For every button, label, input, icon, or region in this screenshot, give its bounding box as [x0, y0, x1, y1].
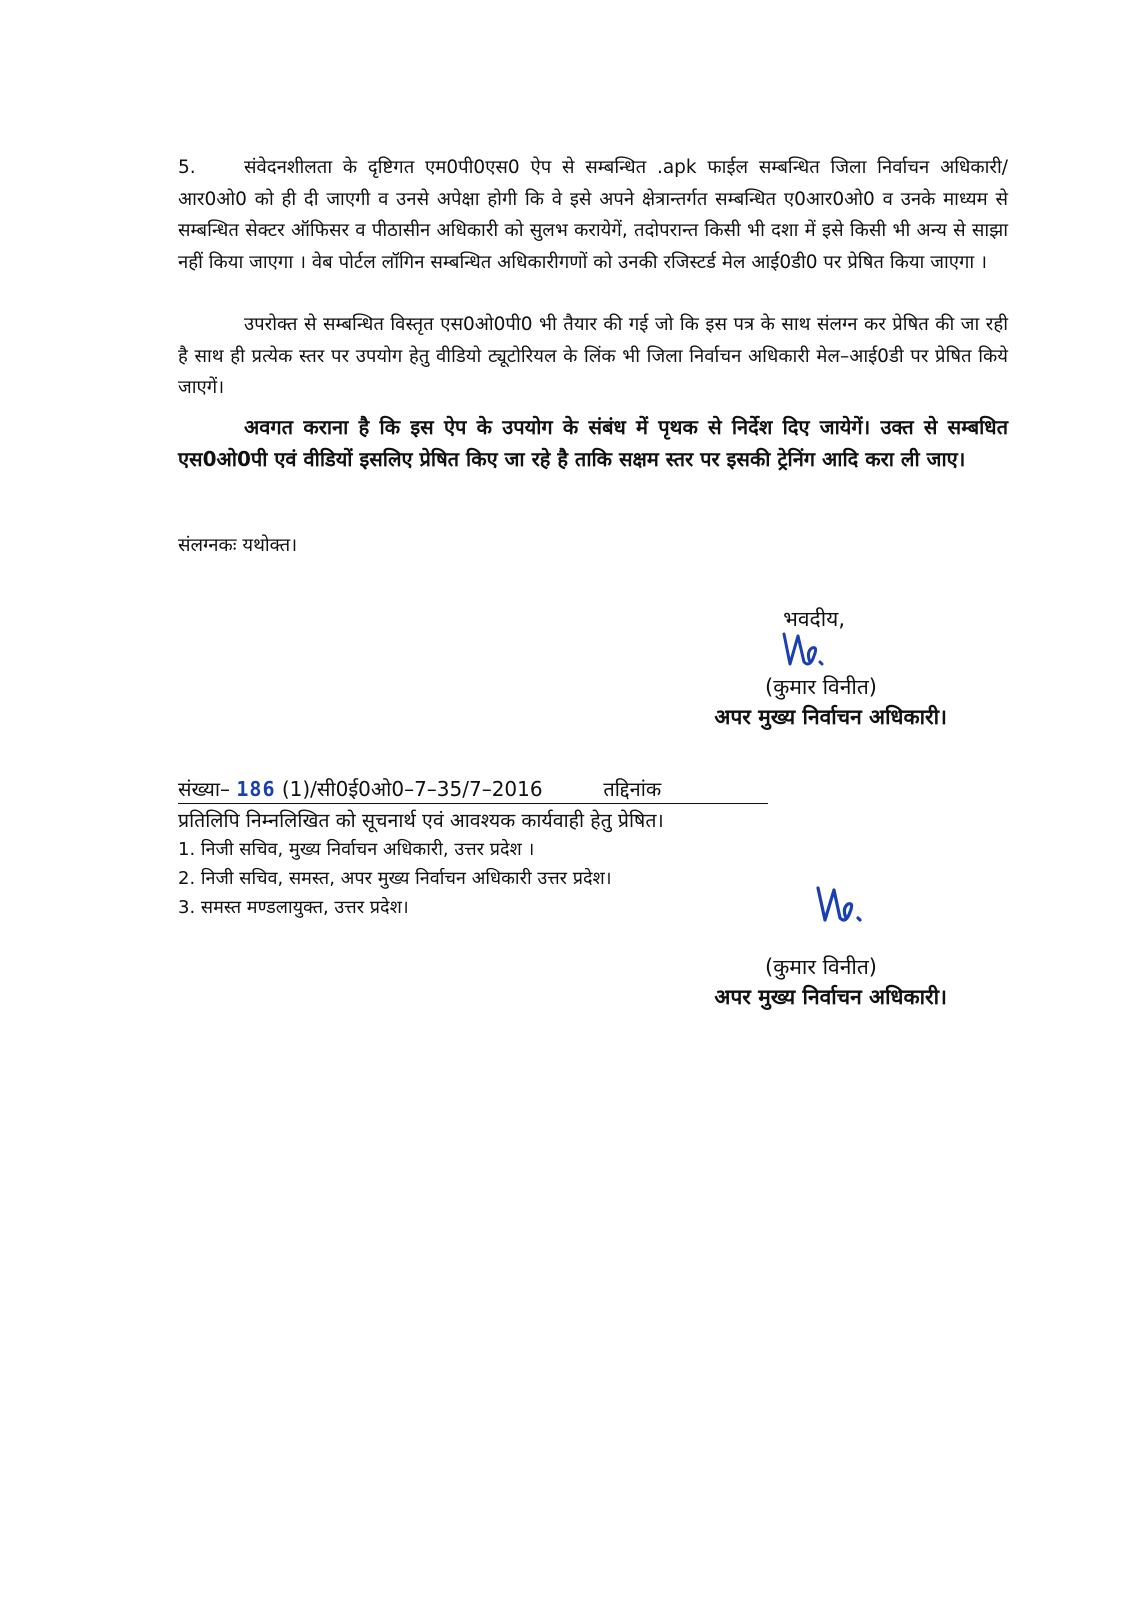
copy-intro: प्रतिलिपि निम्नलिखित को सूचनार्थ एवं आवश्यक कार्यवाही हेतु प्रेषित। [178, 809, 664, 832]
signature-mark-2 [812, 880, 868, 928]
paragraph-bold-text: अवगत कराना है कि इस ऐप के उपयोग के संबंध में पृथक से निर्देश दिए जायेगें। उक्त से सम्बधित एस0ओ0पी एवं वीडियों इसलिए प्रेषित किए जा रहे है ताकि सक्षम स्तर पर इसकी ट्रेनिंग आदि करा ली जाए। [178, 415, 1008, 471]
copy-list-item: 2. निजी सचिव, समस्त, अपर मुख्य निर्वाचन अधिकारी उत्तर प्रदेश। [178, 868, 612, 889]
paragraph-5 [178, 152, 1008, 278]
closing-salutation: भवदीय, [783, 607, 845, 631]
reference-date: तद्दिनांक [603, 777, 662, 801]
signature-mark [778, 628, 830, 670]
paragraph-bold-notice [178, 412, 1008, 475]
signatory-designation: अपर मुख्य निर्वाचन अधिकारी। [714, 705, 947, 729]
paragraph-number: 5. [178, 157, 196, 178]
reference-code: (1)/सी0ई0ओ0–7–35/7–2016 [281, 777, 543, 801]
paragraph-sop [178, 309, 1008, 404]
reference-label: संख्या– [178, 777, 230, 801]
copy-list-item: 1. निजी सचिव, मुख्य निर्वाचन अधिकारी, उत्तर प्रदेश । [178, 839, 535, 860]
signatory-name-2: (कुमार विनीत) [765, 955, 877, 979]
paragraph-5-text: संवेदनशीलता के दृष्टिगत एम0पी0एस0 ऐप से सम्बन्धित .apk फाईल सम्बन्धित जिला निर्वाचन अधिकारी/आर0ओ0 को ही दी जाएगी व उनसे अपेक्षा होगी कि वे इसे अपने क्षेत्रान्तर्गत सम्बन्धित ए0आर0ओ0 व उनके माध्यम से सम्बन्धित सेक्टर ऑफिसर व पीठासीन अधिकारी को सुलभ करायेगें, तदोपरान्त किसी भी दशा में इसे किसी भी अन्य से साझा नहीं किया जाएगा । वेब पोर्टल लॉगिन सम्बन्धित अधिकारीगणों को उनकी रजिस्टर्ड मेल आई0डी0 पर प्रेषित किया जाएगा । [178, 157, 1008, 273]
paragraph-sop-text: उपरोक्त से सम्बन्धित विस्तृत एस0ओ0पी0 भी तैयार की गई जो कि इस पत्र के साथ संलग्न कर प्रेषित की जा रही है साथ ही प्रत्येक स्तर पर उपयोग हेतु वीडियो ट्यूटोरियल के लिंक भी जिला निर्वाचन अधिकारी मेल–आई0डी पर प्रेषित किये जाएगें। [178, 314, 1008, 398]
enclosure-note: संलग्नकः यथोक्त। [178, 535, 298, 556]
handwritten-reference-number: 186 [236, 777, 276, 801]
copy-list-item: 3. समस्त मण्डलायुक्त, उत्तर प्रदेश। [178, 897, 409, 918]
signatory-name: (कुमार विनीत) [765, 675, 877, 699]
reference-line [178, 775, 768, 804]
signatory-designation-2: अपर मुख्य निर्वाचन अधिकारी। [714, 985, 947, 1009]
